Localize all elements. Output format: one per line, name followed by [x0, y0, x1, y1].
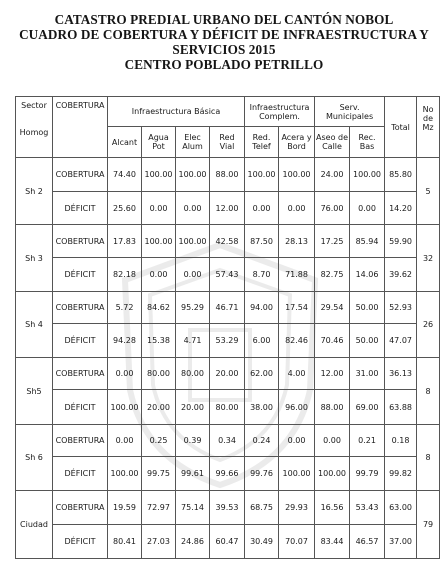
- header-rec-bas: Rec. Bas: [350, 127, 385, 158]
- value-cell: 12.00: [315, 358, 350, 390]
- mz-count: 8: [417, 358, 440, 425]
- deficit-label: DÉFICIT: [53, 457, 108, 491]
- table-row: [16, 324, 440, 358]
- document-titles: [0, 0, 448, 72]
- value-cell: 87.50: [245, 225, 279, 258]
- sector-name: Sh 6: [16, 425, 53, 491]
- value-cell: 17.54: [279, 292, 315, 324]
- value-cell: 14.06: [350, 258, 385, 292]
- value-cell: 63.88: [385, 390, 417, 425]
- value-cell: 28.13: [279, 225, 315, 258]
- value-cell: 57.43: [210, 258, 245, 292]
- cobertura-label: COBERTURA: [53, 358, 108, 390]
- table-row: [16, 192, 440, 225]
- value-cell: 83.44: [315, 525, 350, 559]
- header-alcant: Alcant: [108, 127, 142, 158]
- value-cell: 0.00: [245, 192, 279, 225]
- value-cell: 99.79: [350, 457, 385, 491]
- value-cell: 0.00: [142, 258, 176, 292]
- header-sector-line2: Homog: [19, 128, 49, 137]
- value-cell: 82.18: [108, 258, 142, 292]
- mz-count: 5: [417, 158, 440, 225]
- value-cell: 63.00: [385, 491, 417, 525]
- table-row: [16, 292, 440, 324]
- header-acera-bord: Acera y Bord: [279, 127, 315, 158]
- header-red-vial: Red Vial: [210, 127, 245, 158]
- value-cell: 71.88: [279, 258, 315, 292]
- mz-count: 26: [417, 292, 440, 358]
- value-cell: 70.07: [279, 525, 315, 559]
- value-cell: 80.00: [210, 390, 245, 425]
- value-cell: 14.20: [385, 192, 417, 225]
- value-cell: 19.59: [108, 491, 142, 525]
- value-cell: 99.75: [142, 457, 176, 491]
- mz-count: 32: [417, 225, 440, 292]
- value-cell: 8.70: [245, 258, 279, 292]
- value-cell: 72.97: [142, 491, 176, 525]
- value-cell: 0.34: [210, 425, 245, 457]
- value-cell: 88.00: [315, 390, 350, 425]
- value-cell: 16.56: [315, 491, 350, 525]
- value-cell: 74.40: [108, 158, 142, 192]
- table-row: [16, 225, 440, 258]
- value-cell: 46.57: [350, 525, 385, 559]
- title-line-1: CATASTRO PREDIAL URBANO DEL CANTÓN NOBOL: [54, 12, 394, 27]
- value-cell: 82.75: [315, 258, 350, 292]
- header-sector: [16, 97, 53, 158]
- value-cell: 46.71: [210, 292, 245, 324]
- header-total: Total: [385, 97, 417, 158]
- value-cell: 27.03: [142, 525, 176, 559]
- value-cell: 62.00: [245, 358, 279, 390]
- value-cell: 100.00: [142, 225, 176, 258]
- header-serv-municipales: Serv. Municipales: [315, 97, 385, 127]
- table-row: [16, 358, 440, 390]
- value-cell: 52.93: [385, 292, 417, 324]
- value-cell: 29.54: [315, 292, 350, 324]
- table-row: [16, 258, 440, 292]
- value-cell: 70.46: [315, 324, 350, 358]
- header-infra-basica: Infraestructura Básica: [108, 97, 245, 127]
- value-cell: 80.41: [108, 525, 142, 559]
- value-cell: 0.00: [350, 192, 385, 225]
- header-elec-alum: Elec Alum: [176, 127, 210, 158]
- value-cell: 50.00: [350, 292, 385, 324]
- sector-name: Sh 2: [16, 158, 53, 225]
- value-cell: 100.00: [142, 158, 176, 192]
- value-cell: 25.60: [108, 192, 142, 225]
- value-cell: 50.00: [350, 324, 385, 358]
- value-cell: 38.00: [245, 390, 279, 425]
- title-line-3: SERVICIOS 2015: [172, 42, 276, 57]
- cobertura-label: COBERTURA: [53, 425, 108, 457]
- value-cell: 24.00: [315, 158, 350, 192]
- value-cell: 12.00: [210, 192, 245, 225]
- table-row: [16, 425, 440, 457]
- cobertura-label: COBERTURA: [53, 225, 108, 258]
- value-cell: 5.72: [108, 292, 142, 324]
- value-cell: 4.00: [279, 358, 315, 390]
- value-cell: 39.53: [210, 491, 245, 525]
- value-cell: 0.18: [385, 425, 417, 457]
- value-cell: 0.00: [108, 358, 142, 390]
- value-cell: 42.58: [210, 225, 245, 258]
- deficit-label: DÉFICIT: [53, 324, 108, 358]
- sector-name: Sh 4: [16, 292, 53, 358]
- value-cell: 99.61: [176, 457, 210, 491]
- value-cell: 75.14: [176, 491, 210, 525]
- value-cell: 96.00: [279, 390, 315, 425]
- mz-count: 8: [417, 425, 440, 491]
- value-cell: 20.00: [176, 390, 210, 425]
- value-cell: 95.29: [176, 292, 210, 324]
- value-cell: 15.38: [142, 324, 176, 358]
- value-cell: 100.00: [245, 158, 279, 192]
- value-cell: 0.00: [142, 192, 176, 225]
- sector-name: Sh 3: [16, 225, 53, 292]
- value-cell: 80.00: [176, 358, 210, 390]
- value-cell: 94.00: [245, 292, 279, 324]
- table-row: [16, 158, 440, 192]
- value-cell: 53.29: [210, 324, 245, 358]
- value-cell: 17.25: [315, 225, 350, 258]
- deficit-label: DÉFICIT: [53, 390, 108, 425]
- value-cell: 20.00: [210, 358, 245, 390]
- header-aseo-calle: Aseo de Calle: [315, 127, 350, 158]
- value-cell: 80.00: [142, 358, 176, 390]
- mz-count: 79: [417, 491, 440, 559]
- cobertura-label: COBERTURA: [53, 491, 108, 525]
- value-cell: 20.00: [142, 390, 176, 425]
- value-cell: 24.86: [176, 525, 210, 559]
- header-cobertura: COBERTURA: [53, 97, 108, 158]
- value-cell: 100.00: [350, 158, 385, 192]
- table-row: [16, 525, 440, 559]
- value-cell: 4.71: [176, 324, 210, 358]
- value-cell: 37.00: [385, 525, 417, 559]
- value-cell: 6.00: [245, 324, 279, 358]
- value-cell: 100.00: [108, 457, 142, 491]
- deficit-label: DÉFICIT: [53, 192, 108, 225]
- value-cell: 29.93: [279, 491, 315, 525]
- value-cell: 84.62: [142, 292, 176, 324]
- value-cell: 100.00: [108, 390, 142, 425]
- value-cell: 39.62: [385, 258, 417, 292]
- value-cell: 30.49: [245, 525, 279, 559]
- title-line-2: CUADRO DE COBERTURA Y DÉFICIT DE INFRAESTRUCTURA Y: [19, 27, 429, 42]
- value-cell: 85.94: [350, 225, 385, 258]
- sector-name: Ciudad: [16, 491, 53, 559]
- value-cell: 0.24: [245, 425, 279, 457]
- value-cell: 60.47: [210, 525, 245, 559]
- table-row: [16, 491, 440, 525]
- value-cell: 99.76: [245, 457, 279, 491]
- value-cell: 59.90: [385, 225, 417, 258]
- value-cell: 17.83: [108, 225, 142, 258]
- value-cell: 82.46: [279, 324, 315, 358]
- value-cell: 0.00: [176, 192, 210, 225]
- header-infra-complem: Infraestructura Complem.: [245, 97, 315, 127]
- value-cell: 0.00: [108, 425, 142, 457]
- header-row-1: [16, 97, 440, 127]
- value-cell: 85.80: [385, 158, 417, 192]
- value-cell: 0.00: [315, 425, 350, 457]
- value-cell: 0.00: [279, 192, 315, 225]
- header-sector-line1: Sector: [21, 101, 47, 110]
- value-cell: 100.00: [176, 225, 210, 258]
- value-cell: 36.13: [385, 358, 417, 390]
- value-cell: 47.07: [385, 324, 417, 358]
- value-cell: 88.00: [210, 158, 245, 192]
- cobertura-label: COBERTURA: [53, 158, 108, 192]
- value-cell: 76.00: [315, 192, 350, 225]
- value-cell: 69.00: [350, 390, 385, 425]
- header-red-telef: Red. Telef: [245, 127, 279, 158]
- value-cell: 0.25: [142, 425, 176, 457]
- value-cell: 0.00: [279, 425, 315, 457]
- deficit-label: DÉFICIT: [53, 525, 108, 559]
- title-line-4: CENTRO POBLADO PETRILLO: [124, 57, 324, 72]
- value-cell: 100.00: [176, 158, 210, 192]
- value-cell: 100.00: [315, 457, 350, 491]
- header-agua-pot: Agua Pot: [142, 127, 176, 158]
- value-cell: 68.75: [245, 491, 279, 525]
- value-cell: 99.66: [210, 457, 245, 491]
- value-cell: 94.28: [108, 324, 142, 358]
- value-cell: 100.00: [279, 158, 315, 192]
- cobertura-label: COBERTURA: [53, 292, 108, 324]
- value-cell: 31.00: [350, 358, 385, 390]
- header-no-mz: No de Mz: [417, 97, 440, 158]
- deficit-label: DÉFICIT: [53, 258, 108, 292]
- value-cell: 0.39: [176, 425, 210, 457]
- table-row: [16, 457, 440, 491]
- value-cell: 99.82: [385, 457, 417, 491]
- sector-name: Sh5: [16, 358, 53, 425]
- coverage-deficit-table: [15, 96, 440, 559]
- value-cell: 0.21: [350, 425, 385, 457]
- table-row: [16, 390, 440, 425]
- value-cell: 100.00: [279, 457, 315, 491]
- value-cell: 53.43: [350, 491, 385, 525]
- value-cell: 0.00: [176, 258, 210, 292]
